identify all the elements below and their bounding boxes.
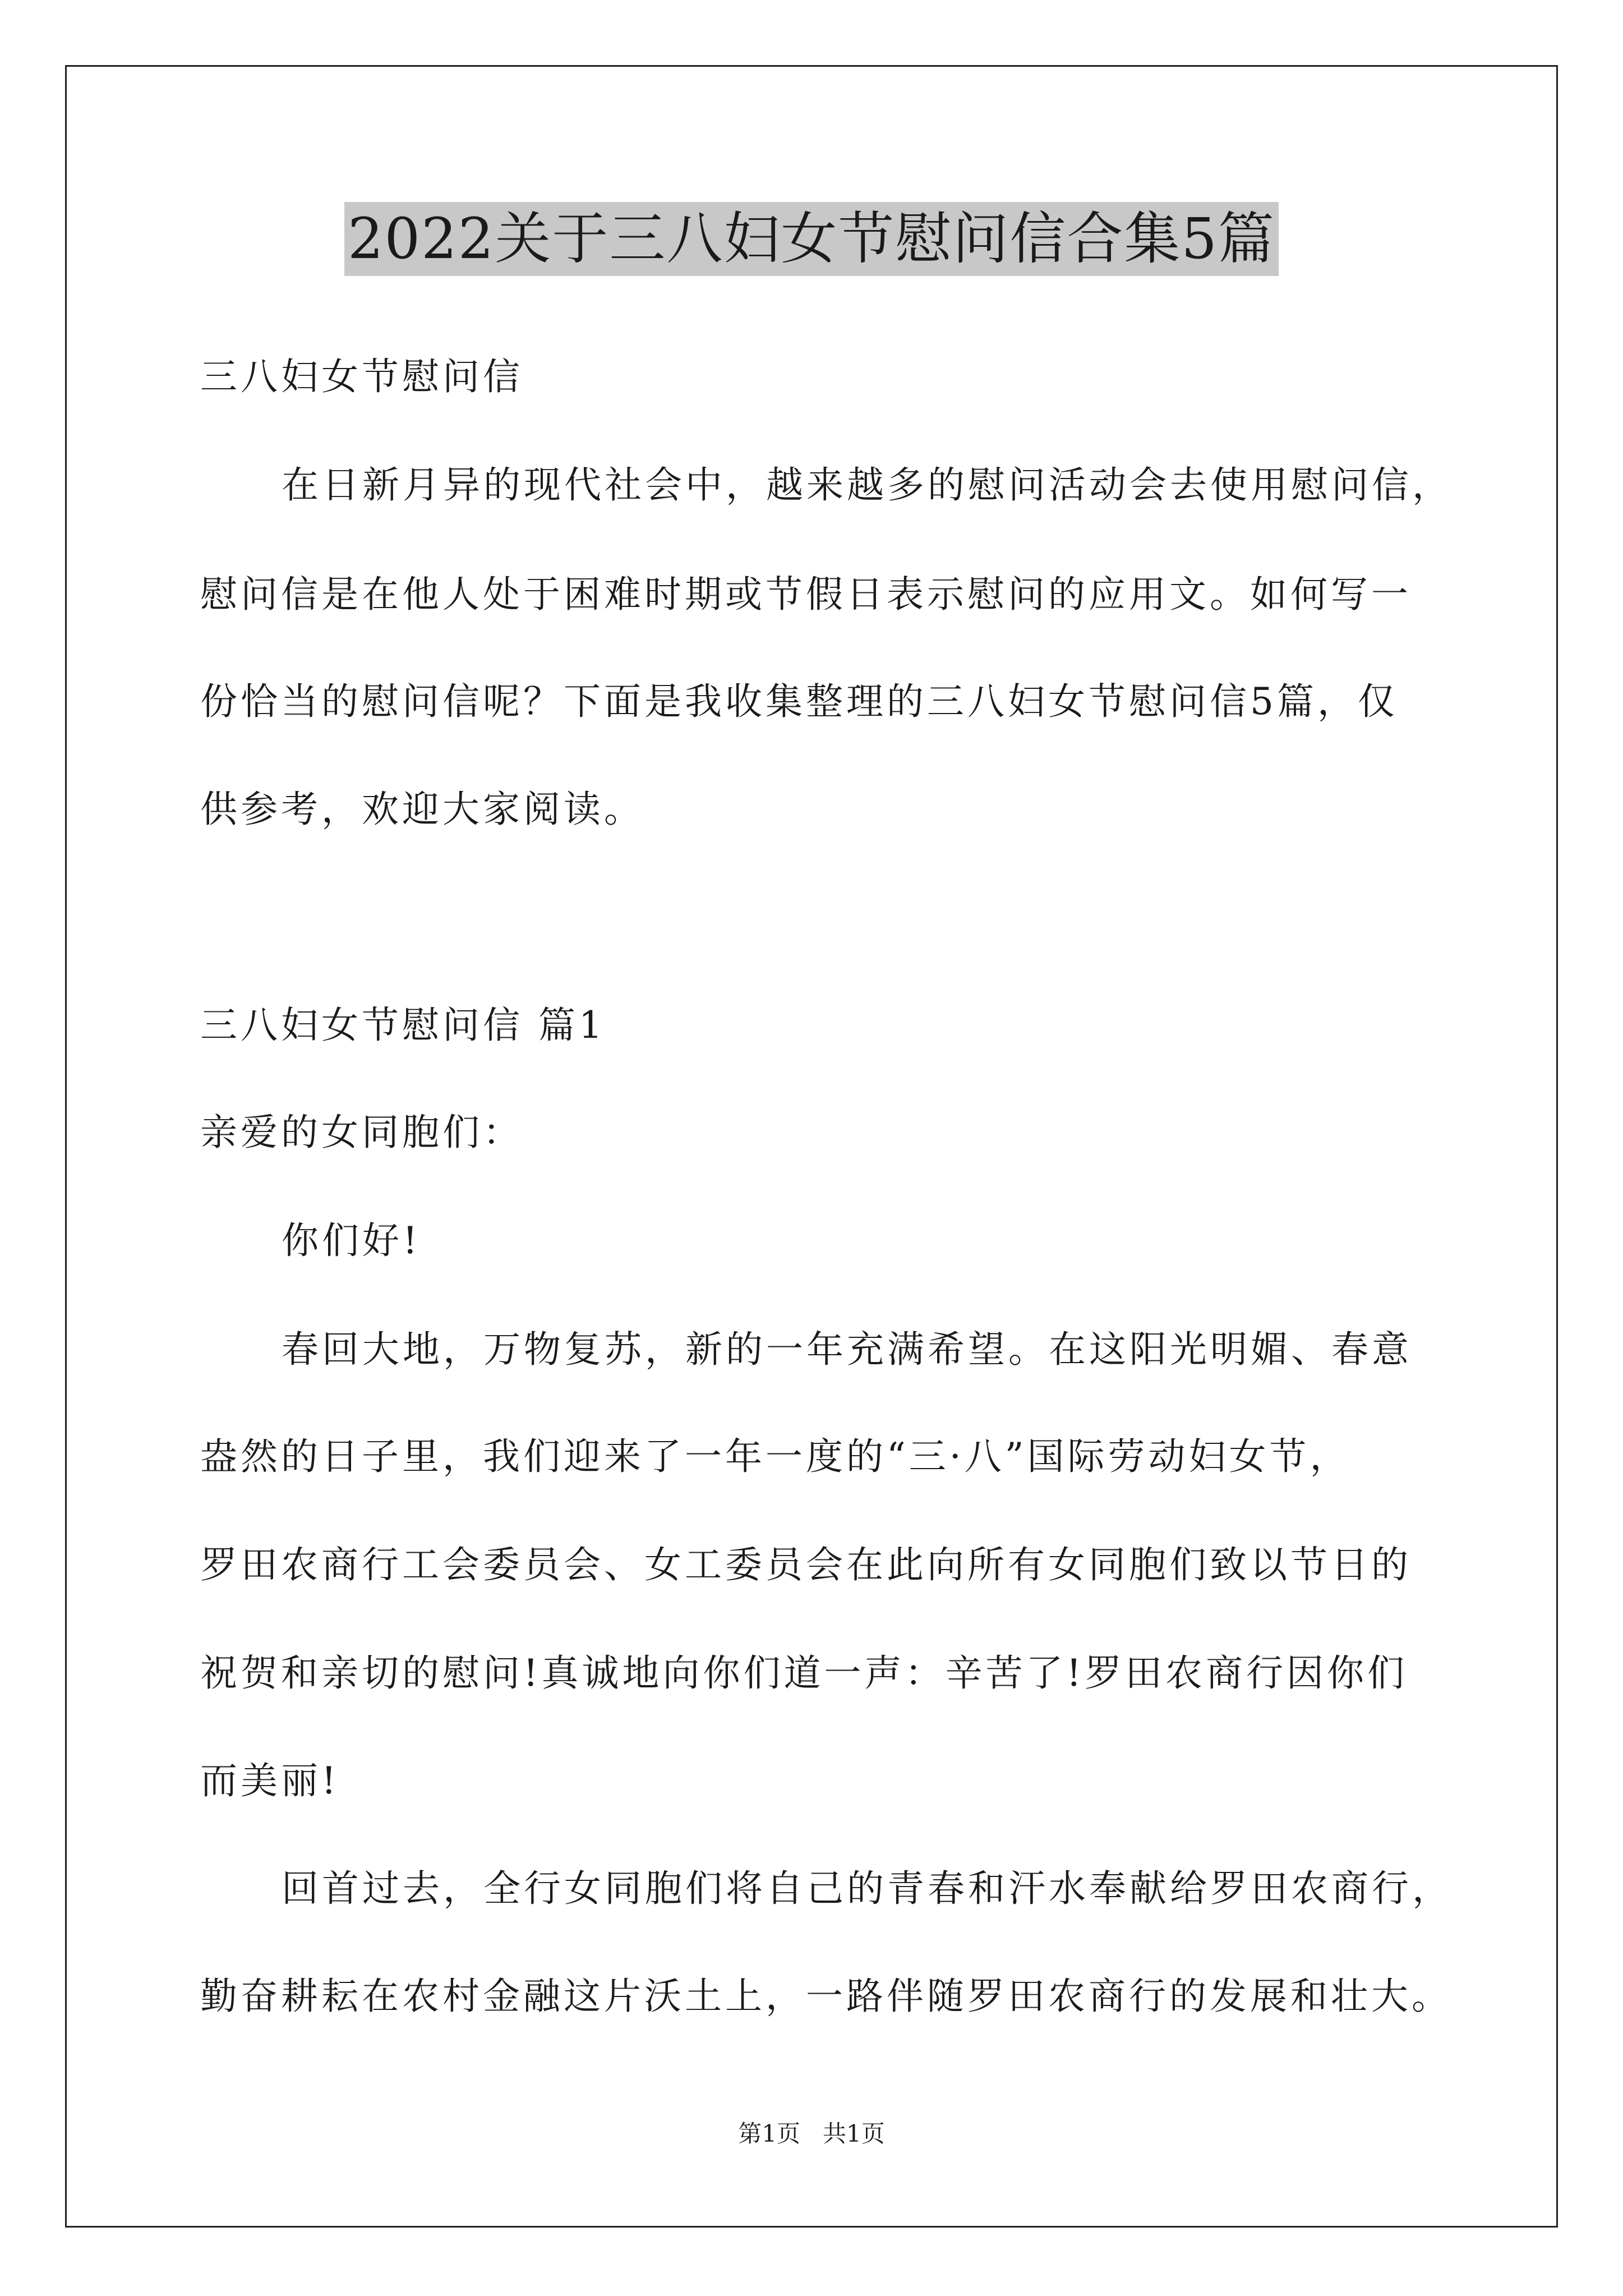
paragraph-line: 春回大地，万物复苏，新的一年充满希望。在这阳光明媚、春意	[282, 1328, 1412, 1371]
section-heading: 三八妇女节慰问信	[200, 355, 523, 398]
greeting: 你们好!	[282, 1219, 421, 1262]
salutation: 亲爱的女同胞们：	[200, 1111, 523, 1154]
title-container	[0, 202, 1623, 276]
document-title: 2022关于三八妇女节慰问信合集5篇	[344, 202, 1279, 276]
paragraph-line: 盎然的日子里，我们迎来了一年一度的“三·八”国际劳动妇女节，	[200, 1435, 1350, 1478]
page-number-footer: 第1页 共1页	[738, 2120, 885, 2147]
paragraph-line: 回首过去，全行女同胞们将自己的青春和汗水奉献给罗田农商行，	[282, 1867, 1453, 1910]
paragraph-line: 供参考，欢迎大家阅读。	[200, 788, 644, 831]
paragraph-line: 而美丽!	[200, 1759, 340, 1802]
letter-heading: 三八妇女节慰问信 篇1	[200, 1004, 606, 1047]
paragraph-line: 罗田农商行工会委员会、女工委员会在此向所有女同胞们致以节日的	[200, 1543, 1412, 1586]
paragraph-line: 在日新月异的现代社会中，越来越多的慰问活动会去使用慰问信，	[282, 463, 1453, 507]
paragraph-line: 祝贺和亲切的慰问!真诚地向你们道一声：辛苦了!罗田农商行因你们	[200, 1651, 1408, 1695]
paragraph-line: 份恰当的慰问信呢？下面是我收集整理的三八妇女节慰问信5篇，仅	[200, 680, 1398, 723]
paragraph-line: 勤奋耕耘在农村金融这片沃土上，一路伴随罗田农商行的发展和壮大。	[200, 1975, 1452, 2018]
paragraph-line: 慰问信是在他人处于困难时期或节假日表示慰问的应用文。如何写一	[200, 573, 1412, 616]
